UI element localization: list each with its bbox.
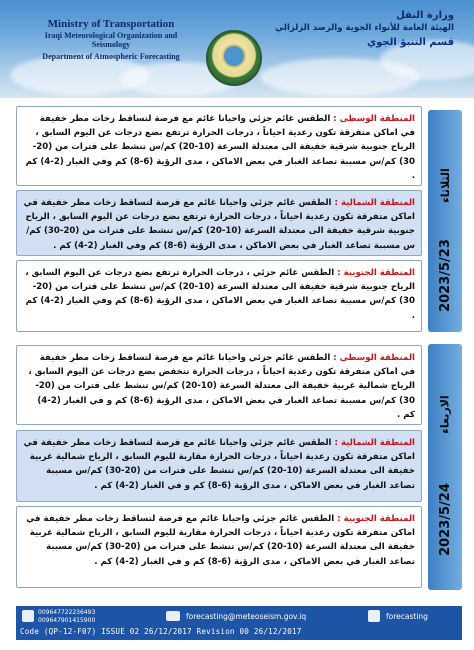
- forecast-text: الطقس غائم جزئي واحيانا غائم مع فرصة لتساقط زخات مطر خفيفة في اماكن متفرقة تكون رعدية احياناً ، درجات الحرارة ترتفع بضع درجات عن اليوم السابق ، الرياح جنوبية شرقية خفيفة الى معتدلة السرعة (10-20) كم/س تنشط على فترات من (20-30) كم/س مسببة تصاعد الغبار في بعض الاماكن ، مدى الرؤية (6-8) كم وفي الغبار (2-4) كم .: [25, 114, 415, 181]
- facebook-link[interactable]: forecasting: [386, 612, 428, 621]
- ministry-name-en: Ministry of Transportation: [47, 18, 175, 30]
- document-code: Code (QP-12-F07) ISSUE 02 26/12/2017 Revision 00 26/12/2017: [20, 627, 302, 636]
- forecast-south-day2: [16, 506, 422, 588]
- phone-icon: [22, 610, 34, 622]
- email-link[interactable]: forecasting@meteoseism.gov.iq: [186, 612, 307, 621]
- forecast-central-day2: [16, 345, 422, 425]
- forecast-central-day1: [16, 106, 422, 186]
- phone-number-2: 009647901415900: [38, 617, 96, 624]
- dept-name-en: Department of Atmospheric Forecasting: [42, 52, 180, 61]
- email-icon: [166, 611, 180, 621]
- org-name-ar: الهيئة العامة للأنواء الجوية والرصد الزلزالي: [275, 23, 454, 33]
- forecast-south-day1: [16, 260, 422, 332]
- phone-number-1: 009647722236493: [38, 609, 96, 616]
- org-name-en: Iraqi Meteorological Organization and Seismology: [44, 31, 178, 49]
- ministry-name-ar: وزارة النقل: [396, 10, 454, 21]
- forecast-north-day2: [16, 430, 422, 502]
- dept-name-ar: قسم التنبؤ الجوي: [366, 37, 454, 48]
- facebook-icon: [368, 610, 380, 622]
- region-name: المنطقة الوسطى :: [333, 114, 415, 124]
- day-panel-1: [428, 110, 462, 332]
- organization-logo: [206, 30, 262, 86]
- region-name: المنطقة الجنوبية :: [337, 514, 415, 524]
- region-name: المنطقة الوسطى :: [333, 353, 415, 363]
- region-name: المنطقة الشمالية :: [334, 438, 415, 448]
- globe-icon: [222, 44, 246, 68]
- forecast-text: الطقس غائم جزئي واحيانا غائم مع فرصة لتساقط زخات مطر خفيفة في اماكن متفرقة تكون رعدية احياناً ، درجات الحرارة مقاربة لليوم السابق ، الرياح شمالية غربية خفيفة الى معتدلة السرعة (10-20) كم/س تنشط على فترات من (20-30) كم/س مسببة تصاعد الغبار في بعض الاماكن ، مدى الرؤية (6-8) كم و في الغبار (2-4) كم .: [23, 438, 415, 491]
- date-label-1: [428, 220, 462, 330]
- forecast-text: الطقس غائم جزئي ، درجات الحرارة ترتفع بضع درجات عن اليوم السابق ، الرياح جنوبية شرقية خفيفة الى معتدلة السرعة (10-20) كم/س تنشط على فترات من (20-30) كم/س مسببة تصاعد الغبار في بعض الاماكن ، مدى الرؤية (6-8) كم وفي الغبار (2-4) كم .: [25, 268, 415, 321]
- day-name: الاربعاء: [438, 394, 452, 434]
- day-label-2: [428, 374, 462, 454]
- header-english: [26, 18, 196, 61]
- region-name: المنطقة الجنوبية :: [337, 268, 415, 278]
- date-text: 2023/5/23: [437, 238, 453, 312]
- date-label-2: [428, 454, 462, 584]
- phone-numbers: [38, 609, 95, 625]
- day-label-1: [428, 150, 462, 220]
- forecast-text: الطقس غائم جزئي واحيانا غائم مع فرصة لتساقط زخات مطر خفيفة في اماكن متفرقة تكون رعدية احياناً ، درجات الحرارة تنخفض بضع درجات عن اليوم السابق ، الرياح شمالية غربية خفيفة الى معتدلة السرعة (10-20) كم/س تنشط على فترات من (20-30) كم/س مسببة تصاعد الغبار في بعض الاماكن ، مدى الرؤية (6-8) كم و في الغبار (2-4) كم .: [28, 353, 415, 420]
- day-name: الثلاثاء: [438, 167, 452, 203]
- forecast-text: الطقس غائم جزئي واحيانا غائم مع فرصة لتساقط زخات مطر خفيفة في اماكن متفرقة تكون رعدية احياناً ، درجات الحرارة ترتفع بضع درجات عن اليوم السابق ، الرياح جنوبية شرقية خفيفة الى معتدلة السرعة (10-20) كم/س تنشط على فترات من (20-30) كم/س مسببة تصاعد الغبار في بعض الاماكن ، مدى الرؤية (6-8) كم وفي الغبار (2-4) كم .: [23, 198, 415, 251]
- footer-bar: [16, 606, 462, 640]
- header-banner: [0, 0, 474, 98]
- region-name: المنطقة الشمالية :: [334, 198, 415, 208]
- forecast-text: الطقس غائم جزئي واحيانا غائم مع فرصة لتساقط زخات مطر خفيفة في اماكن متفرقة تكون رعدية احياناً ، درجات الحرارة مقاربة لليوم السابق ، الرياح شمالية غربية خفيفة الى معتدلة السرعة (10-20) كم/س تنشط على فترات من (20-30) كم/س مسببة تصاعد الغبار في بعض الاماكن ، مدى الرؤية (6-8) كم و في الغبار (2-4) كم .: [26, 514, 415, 567]
- date-text: 2023/5/24: [437, 482, 453, 556]
- forecast-north-day1: [16, 190, 422, 256]
- header-arabic: [264, 10, 454, 48]
- day-panel-2: [428, 344, 462, 590]
